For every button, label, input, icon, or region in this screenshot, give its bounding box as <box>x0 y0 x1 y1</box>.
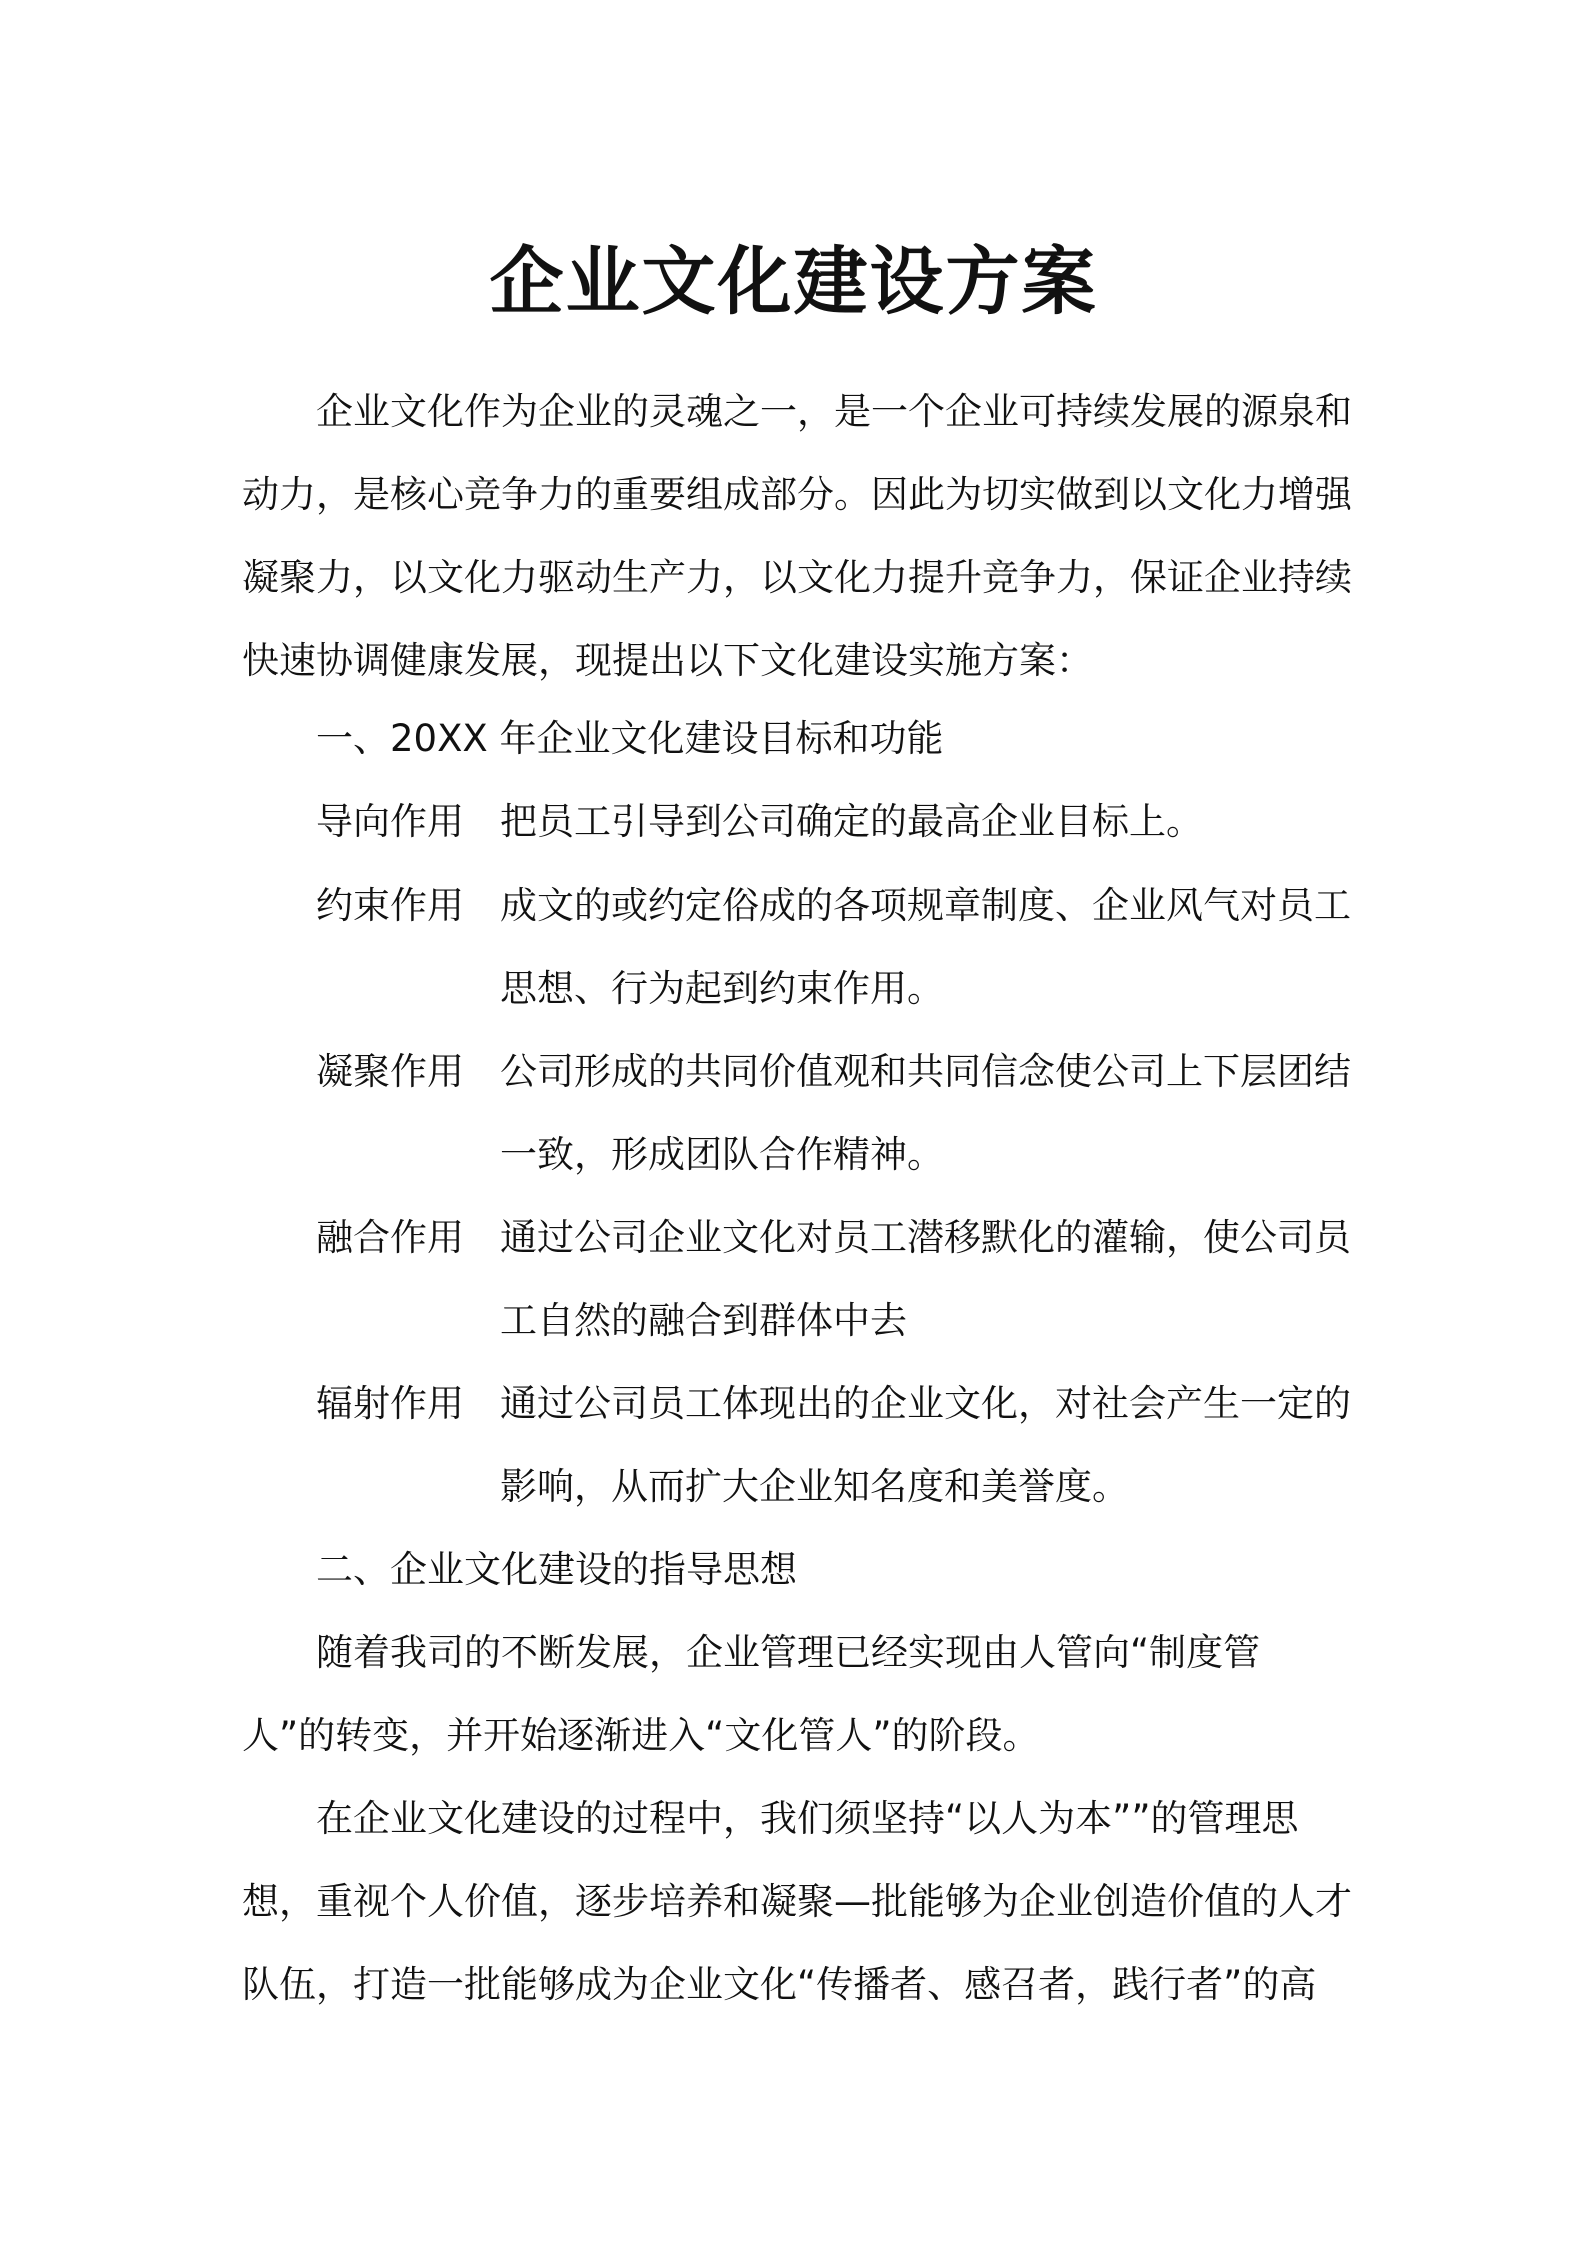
function-label: 约束作用 <box>316 884 464 927</box>
function-description: 通过公司企业文化对员工潜移默化的灌输，使公司员工自然的融合到群体中去 <box>500 1216 1351 1342</box>
function-item-cohesion <box>316 1030 1352 1196</box>
function-item-constraint <box>316 864 1352 1030</box>
function-description: 通过公司员工体现出的企业文化，对社会产生一定的影响，从而扩大企业知名度和美誉度。 <box>500 1382 1351 1508</box>
section-1-heading: 一、20XX 年企业文化建设目标和功能 <box>316 717 944 760</box>
intro-paragraph <box>242 370 1352 702</box>
function-label: 导向作用 <box>316 800 464 843</box>
function-item-guidance <box>316 780 1352 863</box>
function-description: 成文的或约定俗成的各项规章制度、企业风气对员工思想、行为起到约束作用。 <box>500 884 1351 1010</box>
function-label: 辐射作用 <box>316 1382 464 1425</box>
paragraph-2 <box>242 1611 1352 1777</box>
function-label: 融合作用 <box>316 1216 464 1259</box>
paragraph-2-text: 随着我司的不断发展，企业管理已经实现由人管向“制度管人”的转变，并开始逐渐进入“文化管人”的阶段。 <box>242 1631 1261 1757</box>
function-description: 公司形成的共同价值观和共同信念使公司上下层团结一致，形成团队合作精神。 <box>500 1050 1351 1176</box>
paragraph-3-text: 在企业文化建设的过程中，我们须坚持“以人为本””的管理思想，重视个人价值，逐步培养和凝聚—批能够为企业创造价值的人才队伍，打造一批能够成为企业文化“传播者、感召者，践行者”的高 <box>242 1797 1352 2006</box>
document-title: 企业文化建设方案 <box>489 239 1098 325</box>
function-description: 把员工引导到公司确定的最高企业目标上。 <box>500 800 1203 843</box>
paragraph-3 <box>242 1777 1352 2026</box>
intro-text: 企业文化作为企业的灵魂之一，是一个企业可持续发展的源泉和动力，是核心竞争力的重要组成部分。因此为切实做到以文化力增强凝聚力，以文化力驱动生产力，以文化力提升竞争力，保证企业持续快速协调健康发展，现提出以下文化建设实施方案： <box>242 390 1352 682</box>
function-label: 凝聚作用 <box>316 1050 464 1093</box>
section-2-heading: 二、企业文化建设的指导思想 <box>316 1548 797 1591</box>
function-item-radiation <box>316 1362 1352 1528</box>
function-item-integration <box>316 1196 1352 1362</box>
